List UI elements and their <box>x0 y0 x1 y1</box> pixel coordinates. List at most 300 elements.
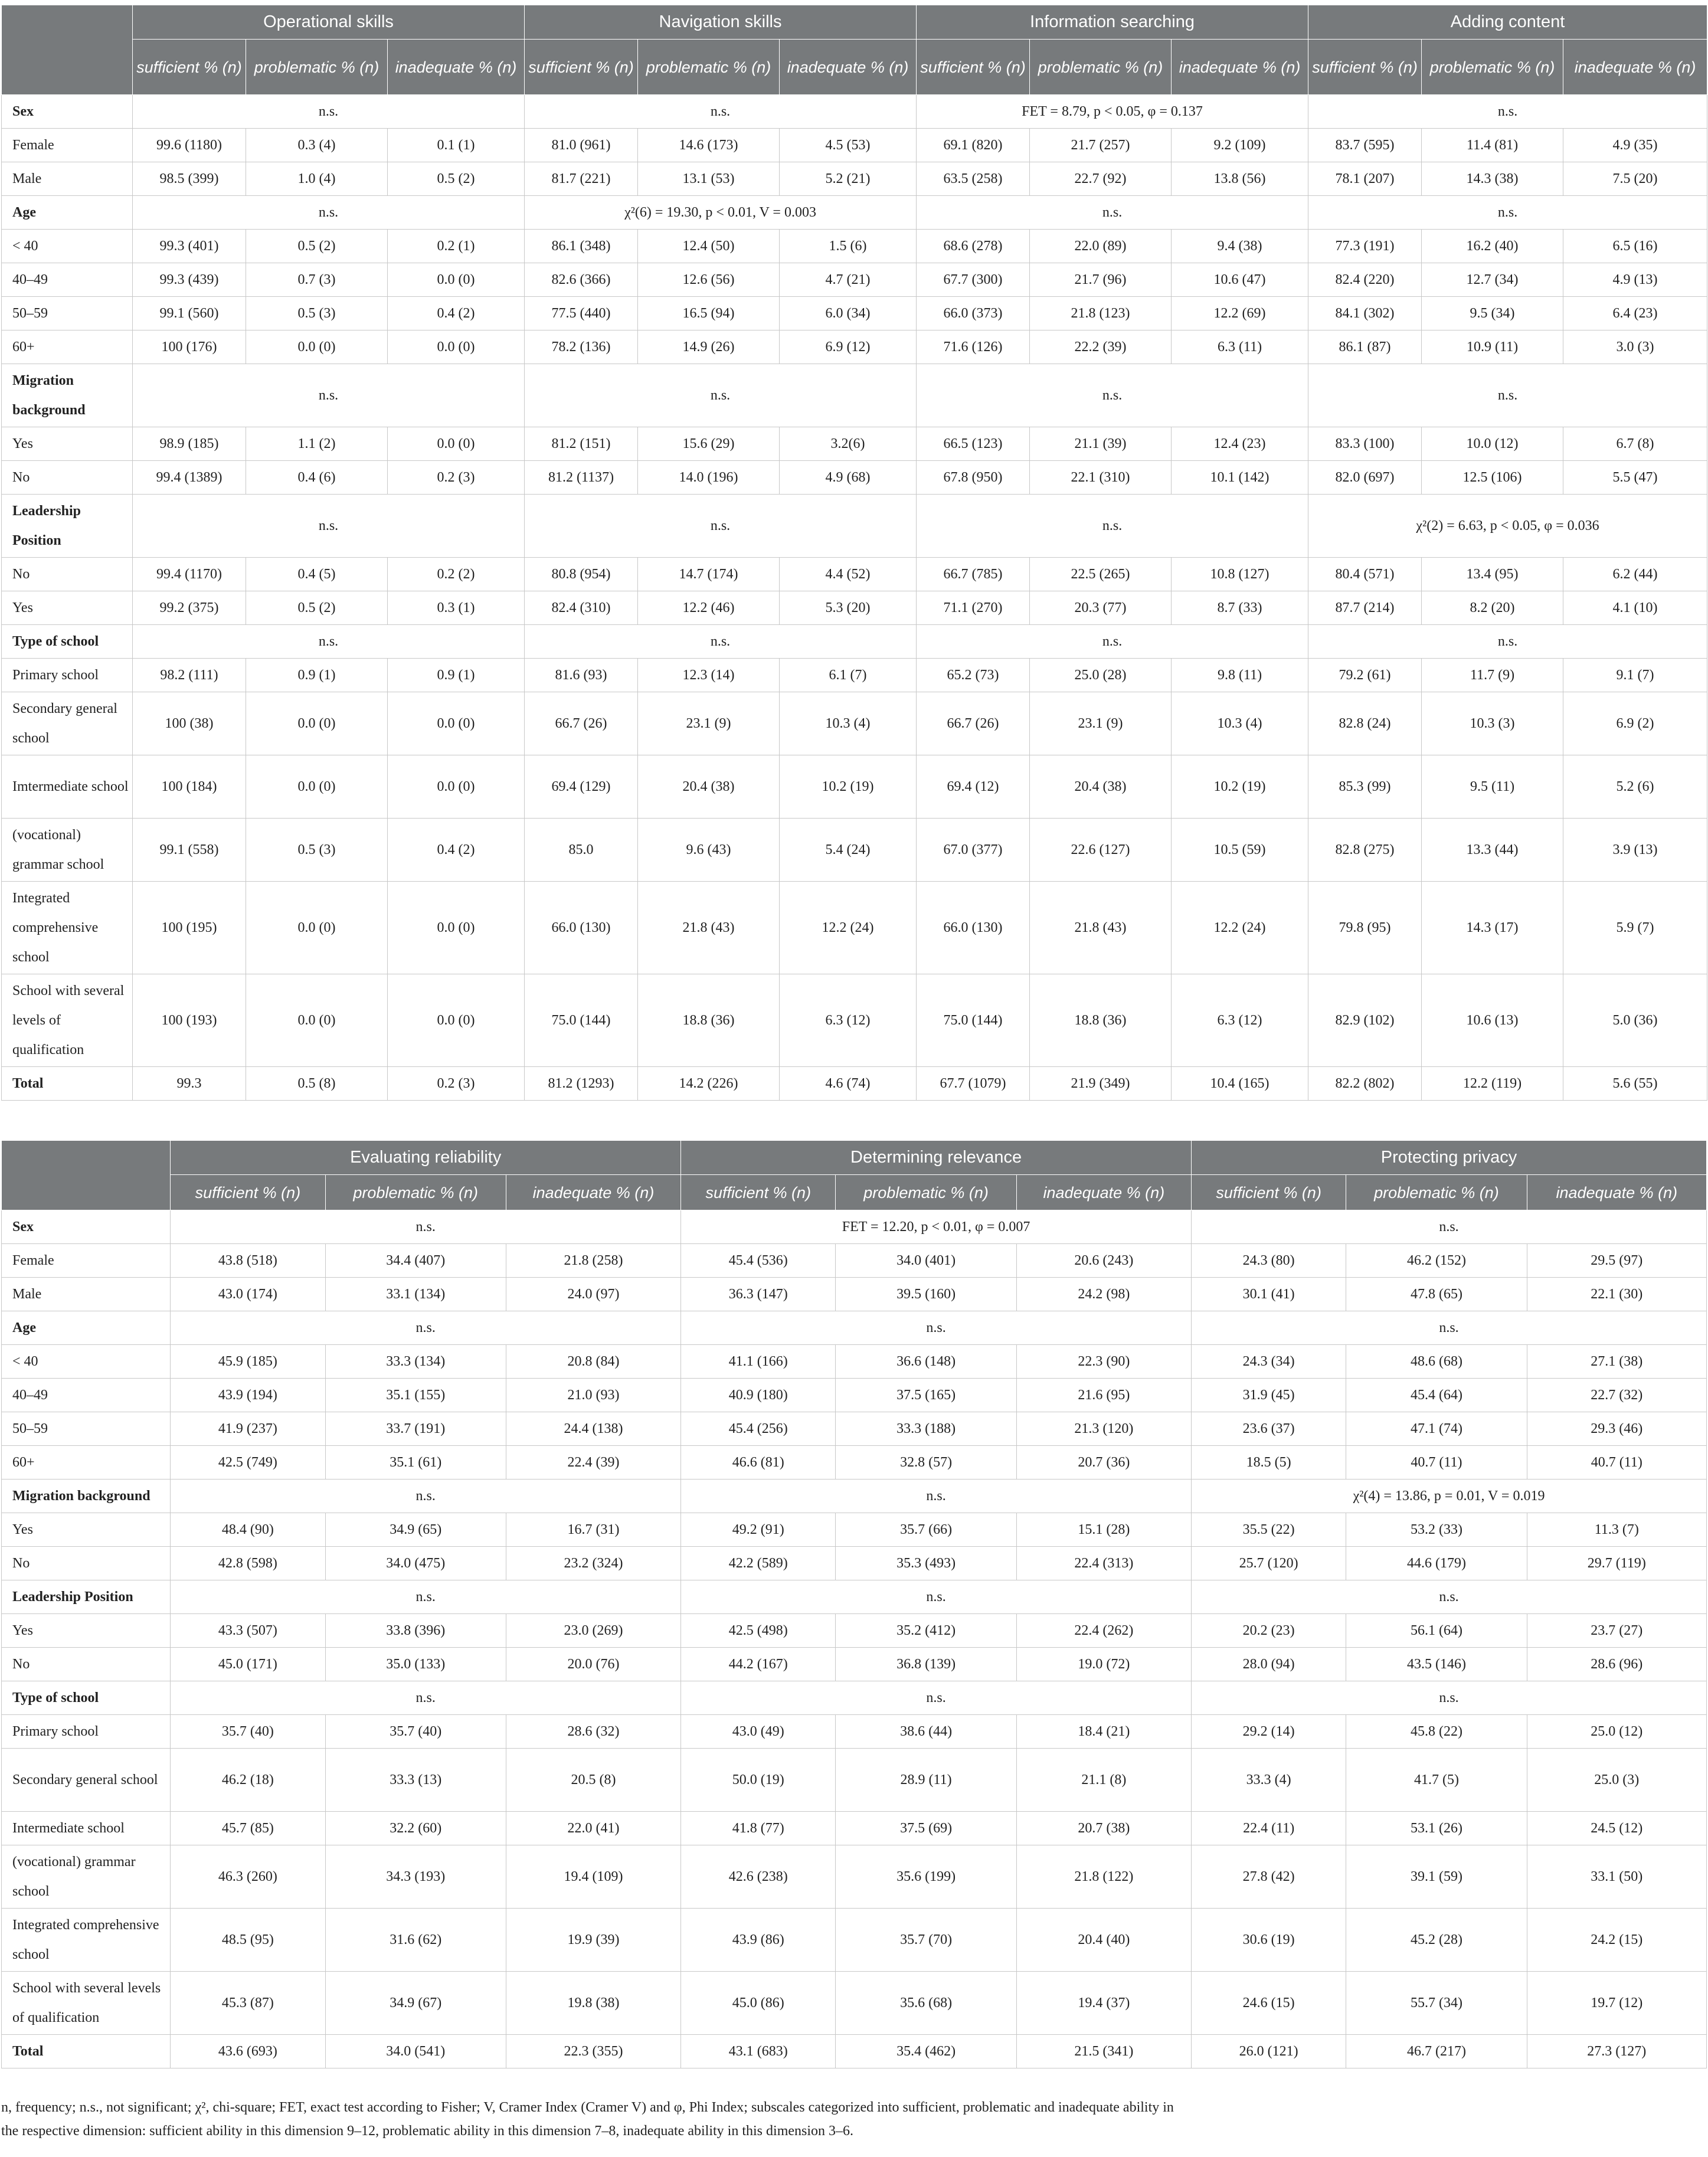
table-cell: 10.8 (127) <box>1172 558 1308 591</box>
table-cell: 42.2 (589) <box>681 1547 836 1580</box>
table-cell: 37.5 (165) <box>836 1379 1016 1412</box>
table-cell: 100 (38) <box>133 692 246 755</box>
table-cell: 10.3 (3) <box>1422 692 1563 755</box>
table-cell: 24.5 (12) <box>1527 1812 1706 1845</box>
row-label: Yes <box>2 1513 171 1547</box>
table-cell: 4.9 (68) <box>780 461 917 495</box>
row-label: Integrated comprehensive school <box>2 1909 171 1972</box>
table-cell: 10.6 (13) <box>1422 974 1563 1067</box>
table-cell: 19.0 (72) <box>1016 1648 1191 1681</box>
test-statistic: n.s. <box>681 1580 1192 1614</box>
table-cell: 35.3 (493) <box>836 1547 1016 1580</box>
table-cell: 5.2 (6) <box>1563 755 1707 819</box>
section-row <box>2 495 1707 558</box>
table-cell: 12.2 (24) <box>1172 882 1308 974</box>
total-cell: 22.3 (355) <box>506 2035 680 2068</box>
table-cell: 22.2 (39) <box>1030 330 1172 364</box>
subheader-problematic: problematic % (n) <box>1030 40 1172 95</box>
table-cell: 69.1 (820) <box>917 129 1030 162</box>
row-label: 50–59 <box>2 1412 171 1446</box>
table-cell: 28.9 (11) <box>836 1749 1016 1812</box>
table-cell: 40.7 (11) <box>1527 1446 1706 1480</box>
total-cell: 12.2 (119) <box>1422 1067 1563 1101</box>
table-cell: 21.3 (120) <box>1016 1412 1191 1446</box>
table-cell: 33.1 (50) <box>1527 1845 1706 1909</box>
table-cell: 43.3 (507) <box>171 1614 325 1648</box>
table-cell: 28.0 (94) <box>1192 1648 1346 1681</box>
table-cell: 77.3 (191) <box>1308 230 1422 263</box>
table-cell: 12.6 (56) <box>638 263 780 297</box>
row-label: Primary school <box>2 1715 171 1749</box>
table-cell: 35.1 (61) <box>325 1446 506 1480</box>
table-row <box>2 1909 1707 1972</box>
subheader-inadequate: inadequate % (n) <box>1563 40 1707 95</box>
table-cell: 14.3 (38) <box>1422 162 1563 196</box>
table-cell: 0.0 (0) <box>388 974 525 1067</box>
test-statistic: χ²(4) = 13.86, p = 0.01, V = 0.019 <box>1192 1480 1707 1513</box>
row-label: < 40 <box>2 1345 171 1379</box>
table-cell: 10.1 (142) <box>1172 461 1308 495</box>
table-cell: 21.8 (123) <box>1030 297 1172 330</box>
table-cell: 13.4 (95) <box>1422 558 1563 591</box>
table-cell: 0.0 (0) <box>388 330 525 364</box>
group-header-adding-content: Adding content <box>1308 5 1707 40</box>
table-cell: 21.6 (95) <box>1016 1379 1191 1412</box>
test-statistic: χ²(2) = 6.63, p < 0.05, φ = 0.036 <box>1308 495 1707 558</box>
table-cell: 22.1 (310) <box>1030 461 1172 495</box>
table-cell: 43.0 (49) <box>681 1715 836 1749</box>
table-cell: 35.7 (40) <box>171 1715 325 1749</box>
total-cell: 10.4 (165) <box>1172 1067 1308 1101</box>
table-cell: 23.6 (37) <box>1192 1412 1346 1446</box>
table-cell: 66.7 (26) <box>525 692 638 755</box>
table-cell: 6.9 (2) <box>1563 692 1707 755</box>
test-statistic: n.s. <box>917 495 1308 558</box>
table-cell: 19.7 (12) <box>1527 1972 1706 2035</box>
test-statistic: n.s. <box>133 364 525 427</box>
table-cell: 35.7 (40) <box>325 1715 506 1749</box>
table-cell: 75.0 (144) <box>917 974 1030 1067</box>
total-cell: 5.6 (55) <box>1563 1067 1707 1101</box>
table-row <box>2 882 1707 974</box>
test-statistic: n.s. <box>171 1580 681 1614</box>
table-cell: 14.3 (17) <box>1422 882 1563 974</box>
table-cell: 46.6 (81) <box>681 1446 836 1480</box>
test-statistic: n.s. <box>171 1480 681 1513</box>
test-statistic: n.s. <box>133 625 525 659</box>
table-cell: 99.2 (375) <box>133 591 246 625</box>
row-label: < 40 <box>2 230 133 263</box>
table-cell: 100 (193) <box>133 974 246 1067</box>
table-cell: 15.6 (29) <box>638 427 780 461</box>
table-cell: 81.2 (1137) <box>525 461 638 495</box>
total-cell: 27.3 (127) <box>1527 2035 1706 2068</box>
row-label: Female <box>2 129 133 162</box>
test-statistic: n.s. <box>1308 364 1707 427</box>
table-cell: 45.2 (28) <box>1346 1909 1527 1972</box>
table-row <box>2 297 1707 330</box>
table-cell: 38.6 (44) <box>836 1715 1016 1749</box>
table-cell: 81.7 (221) <box>525 162 638 196</box>
table-cell: 55.7 (34) <box>1346 1972 1527 2035</box>
section-row <box>2 95 1707 129</box>
table-cell: 0.2 (3) <box>388 461 525 495</box>
table-row <box>2 1614 1707 1648</box>
section-label-age: Age <box>2 1311 171 1345</box>
table-cell: 40.9 (180) <box>681 1379 836 1412</box>
table-cell: 6.3 (12) <box>1172 974 1308 1067</box>
row-label: Yes <box>2 427 133 461</box>
table-cell: 53.1 (26) <box>1346 1812 1527 1845</box>
total-cell: 34.0 (541) <box>325 2035 506 2068</box>
table-cell: 5.2 (21) <box>780 162 917 196</box>
section-row <box>2 1580 1707 1614</box>
table-cell: 5.0 (36) <box>1563 974 1707 1067</box>
table-row <box>2 1278 1707 1311</box>
table-digital-skills-part2 <box>1 1140 1707 2068</box>
table-cell: 39.5 (160) <box>836 1278 1016 1311</box>
table-cell: 80.8 (954) <box>525 558 638 591</box>
table-cell: 66.7 (26) <box>917 692 1030 755</box>
table-cell: 0.9 (1) <box>246 659 388 692</box>
row-label: Imtermediate school <box>2 755 133 819</box>
section-row <box>2 1210 1707 1244</box>
table-cell: 12.7 (34) <box>1422 263 1563 297</box>
table-cell: 28.6 (32) <box>506 1715 680 1749</box>
table-cell: 30.1 (41) <box>1192 1278 1346 1311</box>
table-cell: 31.9 (45) <box>1192 1379 1346 1412</box>
table-cell: 1.5 (6) <box>780 230 917 263</box>
table-cell: 0.5 (3) <box>246 819 388 882</box>
subheader-sufficient: sufficient % (n) <box>1308 40 1422 95</box>
total-cell: 21.5 (341) <box>1016 2035 1191 2068</box>
table-cell: 11.3 (7) <box>1527 1513 1706 1547</box>
table-row <box>2 129 1707 162</box>
table-row <box>2 263 1707 297</box>
test-statistic: n.s. <box>171 1681 681 1715</box>
table-cell: 23.2 (324) <box>506 1547 680 1580</box>
table-cell: 13.3 (44) <box>1422 819 1563 882</box>
table-cell: 18.8 (36) <box>1030 974 1172 1067</box>
table-cell: 0.5 (2) <box>246 230 388 263</box>
table-cell: 82.8 (24) <box>1308 692 1422 755</box>
section-label-leadership-position: Leadership Position <box>2 495 133 558</box>
table-cell: 0.0 (0) <box>388 692 525 755</box>
table-cell: 84.1 (302) <box>1308 297 1422 330</box>
row-label: No <box>2 461 133 495</box>
table-cell: 82.6 (366) <box>525 263 638 297</box>
table-cell: 0.0 (0) <box>388 882 525 974</box>
subheader-inadequate: inadequate % (n) <box>1527 1175 1706 1210</box>
table-row <box>2 591 1707 625</box>
test-statistic: n.s. <box>133 95 525 129</box>
table-cell: 66.0 (373) <box>917 297 1030 330</box>
total-cell: 26.0 (121) <box>1192 2035 1346 2068</box>
table-cell: 22.7 (32) <box>1527 1379 1706 1412</box>
subheader-inadequate: inadequate % (n) <box>780 40 917 95</box>
table-cell: 43.0 (174) <box>171 1278 325 1311</box>
table-cell: 43.9 (86) <box>681 1909 836 1972</box>
table-cell: 79.2 (61) <box>1308 659 1422 692</box>
table-cell: 20.4 (38) <box>1030 755 1172 819</box>
table-cell: 0.4 (2) <box>388 819 525 882</box>
table-cell: 42.5 (749) <box>171 1446 325 1480</box>
total-cell: 4.6 (74) <box>780 1067 917 1101</box>
table-cell: 4.7 (21) <box>780 263 917 297</box>
table-cell: 20.2 (23) <box>1192 1614 1346 1648</box>
table-cell: 99.3 (439) <box>133 263 246 297</box>
table-cell: 67.0 (377) <box>917 819 1030 882</box>
table-row <box>2 1244 1707 1278</box>
row-label: No <box>2 1547 171 1580</box>
table-cell: 22.7 (92) <box>1030 162 1172 196</box>
table-cell: 10.3 (4) <box>780 692 917 755</box>
table-cell: 100 (184) <box>133 755 246 819</box>
table-row <box>2 1513 1707 1547</box>
subheader-sufficient: sufficient % (n) <box>917 40 1030 95</box>
table-cell: 66.0 (130) <box>917 882 1030 974</box>
table-cell: 5.9 (7) <box>1563 882 1707 974</box>
table-cell: 24.2 (98) <box>1016 1278 1191 1311</box>
table-cell: 35.7 (70) <box>836 1909 1016 1972</box>
table-cell: 20.3 (77) <box>1030 591 1172 625</box>
table-row <box>2 1379 1707 1412</box>
table-cell: 36.6 (148) <box>836 1345 1016 1379</box>
table-cell: 100 (176) <box>133 330 246 364</box>
row-label: Male <box>2 1278 171 1311</box>
table-row <box>2 427 1707 461</box>
table-cell: 5.3 (20) <box>780 591 917 625</box>
table-cell: 0.4 (2) <box>388 297 525 330</box>
row-label: Integrated comprehensive school <box>2 882 133 974</box>
table-row <box>2 1648 1707 1681</box>
table-row <box>2 330 1707 364</box>
table-cell: 49.2 (91) <box>681 1513 836 1547</box>
table-cell: 43.9 (194) <box>171 1379 325 1412</box>
table-cell: 6.9 (12) <box>780 330 917 364</box>
table-cell: 0.5 (2) <box>246 591 388 625</box>
table-cell: 46.2 (152) <box>1346 1244 1527 1278</box>
corner-cell <box>2 1141 171 1210</box>
table-row <box>2 230 1707 263</box>
table-cell: 35.2 (412) <box>836 1614 1016 1648</box>
table-cell: 7.5 (20) <box>1563 162 1707 196</box>
group-header-evaluating-reliability: Evaluating reliability <box>171 1141 681 1175</box>
table-cell: 19.8 (38) <box>506 1972 680 2035</box>
table-cell: 4.9 (35) <box>1563 129 1707 162</box>
table-cell: 20.0 (76) <box>506 1648 680 1681</box>
test-statistic: n.s. <box>681 1311 1192 1345</box>
table-digital-skills-part1 <box>1 5 1707 1101</box>
test-statistic: n.s. <box>171 1210 681 1244</box>
table-cell: 12.3 (14) <box>638 659 780 692</box>
table-cell: 45.0 (86) <box>681 1972 836 2035</box>
table-cell: 22.6 (127) <box>1030 819 1172 882</box>
table-cell: 4.4 (52) <box>780 558 917 591</box>
table-cell: 22.4 (262) <box>1016 1614 1191 1648</box>
table-cell: 99.3 (401) <box>133 230 246 263</box>
table-cell: 35.1 (155) <box>325 1379 506 1412</box>
table-cell: 22.0 (89) <box>1030 230 1172 263</box>
subheader-inadequate: inadequate % (n) <box>1172 40 1308 95</box>
table-cell: 9.8 (11) <box>1172 659 1308 692</box>
test-statistic: FET = 8.79, p < 0.05, φ = 0.137 <box>917 95 1308 129</box>
table-cell: 3.0 (3) <box>1563 330 1707 364</box>
table-row <box>2 659 1707 692</box>
table-cell: 99.4 (1170) <box>133 558 246 591</box>
row-label: Secondary general school <box>2 692 133 755</box>
table-cell: 10.5 (59) <box>1172 819 1308 882</box>
table-cell: 33.3 (134) <box>325 1345 506 1379</box>
table-cell: 9.5 (11) <box>1422 755 1563 819</box>
subheader-problematic: problematic % (n) <box>246 40 388 95</box>
table-cell: 29.3 (46) <box>1527 1412 1706 1446</box>
table-cell: 14.9 (26) <box>638 330 780 364</box>
table-cell: 8.2 (20) <box>1422 591 1563 625</box>
table-cell: 18.4 (21) <box>1016 1715 1191 1749</box>
table-cell: 98.5 (399) <box>133 162 246 196</box>
table-cell: 56.1 (64) <box>1346 1614 1527 1648</box>
table-cell: 42.5 (498) <box>681 1614 836 1648</box>
test-statistic: n.s. <box>525 95 917 129</box>
test-statistic: FET = 12.20, p < 0.01, φ = 0.007 <box>681 1210 1192 1244</box>
table-cell: 0.0 (0) <box>246 974 388 1067</box>
table-footnote: n, frequency; n.s., not significant; χ², chi-square; FET, exact test according to Fisher; V, Cramer Index (Cramer V) and φ, Phi Index; subscales categorized into sufficient, problematic and inadequate ability in the respective dimension: sufficient ability in this dimension 9–12, problematic ability in this dimension 7–8, inadequate ability in this dimension 3–6. <box>1 2100 1174 2139</box>
table-cell: 36.3 (147) <box>681 1278 836 1311</box>
table-cell: 21.8 (122) <box>1016 1845 1191 1909</box>
table-cell: 12.2 (69) <box>1172 297 1308 330</box>
test-statistic: n.s. <box>917 625 1308 659</box>
total-cell: 14.2 (226) <box>638 1067 780 1101</box>
table-cell: 6.2 (44) <box>1563 558 1707 591</box>
total-cell: 82.2 (802) <box>1308 1067 1422 1101</box>
subheader-sufficient: sufficient % (n) <box>525 40 638 95</box>
total-cell: 43.1 (683) <box>681 2035 836 2068</box>
table-cell: 0.0 (0) <box>246 755 388 819</box>
test-statistic: n.s. <box>917 364 1308 427</box>
table-cell: 85.0 <box>525 819 638 882</box>
table-cell: 81.6 (93) <box>525 659 638 692</box>
table-cell: 6.3 (12) <box>780 974 917 1067</box>
total-cell: 0.5 (8) <box>246 1067 388 1101</box>
test-statistic: n.s. <box>681 1681 1192 1715</box>
table-cell: 35.7 (66) <box>836 1513 1016 1547</box>
table-cell: 8.7 (33) <box>1172 591 1308 625</box>
section-label-sex: Sex <box>2 1210 171 1244</box>
table-cell: 33.3 (4) <box>1192 1749 1346 1812</box>
table-cell: 25.0 (28) <box>1030 659 1172 692</box>
section-label-migration-background: Migration background <box>2 1480 171 1513</box>
table-cell: 1.0 (4) <box>246 162 388 196</box>
subheader-inadequate: inadequate % (n) <box>1016 1175 1191 1210</box>
test-statistic: n.s. <box>1308 625 1707 659</box>
test-statistic: n.s. <box>917 196 1308 230</box>
table-cell: 15.1 (28) <box>1016 1513 1191 1547</box>
table-cell: 45.8 (22) <box>1346 1715 1527 1749</box>
table-cell: 45.4 (64) <box>1346 1379 1527 1412</box>
table-cell: 48.6 (68) <box>1346 1345 1527 1379</box>
table-cell: 99.1 (558) <box>133 819 246 882</box>
group-header-protecting-privacy: Protecting privacy <box>1192 1141 1707 1175</box>
subheader-problematic: problematic % (n) <box>836 1175 1016 1210</box>
table-row <box>2 1749 1707 1812</box>
table-cell: 46.3 (260) <box>171 1845 325 1909</box>
group-header-navigation-skills: Navigation skills <box>525 5 917 40</box>
table-cell: 20.7 (38) <box>1016 1812 1191 1845</box>
table-cell: 22.3 (90) <box>1016 1345 1191 1379</box>
table-cell: 12.2 (46) <box>638 591 780 625</box>
table-cell: 87.7 (214) <box>1308 591 1422 625</box>
table-cell: 23.0 (269) <box>506 1614 680 1648</box>
total-label: Total <box>2 1067 133 1101</box>
table-cell: 33.3 (13) <box>325 1749 506 1812</box>
section-label-sex: Sex <box>2 95 133 129</box>
table-cell: 79.8 (95) <box>1308 882 1422 974</box>
table-cell: 0.2 (1) <box>388 230 525 263</box>
table-cell: 6.7 (8) <box>1563 427 1707 461</box>
table-cell: 33.8 (396) <box>325 1614 506 1648</box>
total-cell: 67.7 (1079) <box>917 1067 1030 1101</box>
table-cell: 86.1 (87) <box>1308 330 1422 364</box>
table-cell: 28.6 (96) <box>1527 1648 1706 1681</box>
table-cell: 33.3 (188) <box>836 1412 1016 1446</box>
section-label-type-of-school: Type of school <box>2 625 133 659</box>
table-cell: 10.0 (12) <box>1422 427 1563 461</box>
table-cell: 0.3 (1) <box>388 591 525 625</box>
table-cell: 48.5 (95) <box>171 1909 325 1972</box>
table-cell: 0.0 (0) <box>246 692 388 755</box>
total-row <box>2 1067 1707 1101</box>
table-cell: 35.6 (68) <box>836 1972 1016 2035</box>
table-cell: 0.4 (6) <box>246 461 388 495</box>
table-cell: 24.3 (34) <box>1192 1345 1346 1379</box>
table-cell: 27.8 (42) <box>1192 1845 1346 1909</box>
table-cell: 41.8 (77) <box>681 1812 836 1845</box>
table-cell: 41.1 (166) <box>681 1345 836 1379</box>
test-statistic: χ²(6) = 19.30, p < 0.01, V = 0.003 <box>525 196 917 230</box>
table-cell: 65.2 (73) <box>917 659 1030 692</box>
total-cell: 0.2 (3) <box>388 1067 525 1101</box>
row-label: Yes <box>2 1614 171 1648</box>
table-row <box>2 692 1707 755</box>
table-cell: 14.7 (174) <box>638 558 780 591</box>
table-cell: 21.0 (93) <box>506 1379 680 1412</box>
table-cell: 98.2 (111) <box>133 659 246 692</box>
table-cell: 45.4 (536) <box>681 1244 836 1278</box>
table-cell: 12.4 (50) <box>638 230 780 263</box>
table-cell: 41.7 (5) <box>1346 1749 1527 1812</box>
table-cell: 47.8 (65) <box>1346 1278 1527 1311</box>
row-label: 40–49 <box>2 263 133 297</box>
section-label-type-of-school: Type of school <box>2 1681 171 1715</box>
table-row <box>2 1412 1707 1446</box>
table-cell: 21.8 (258) <box>506 1244 680 1278</box>
table-cell: 25.0 (12) <box>1527 1715 1706 1749</box>
table-cell: 32.2 (60) <box>325 1812 506 1845</box>
table-cell: 35.0 (133) <box>325 1648 506 1681</box>
corner-cell <box>2 5 133 95</box>
table-cell: 18.5 (5) <box>1192 1446 1346 1480</box>
table-cell: 6.1 (7) <box>780 659 917 692</box>
table-cell: 4.5 (53) <box>780 129 917 162</box>
table-cell: 20.7 (36) <box>1016 1446 1191 1480</box>
table-cell: 0.3 (4) <box>246 129 388 162</box>
test-statistic: n.s. <box>681 1480 1192 1513</box>
table-cell: 22.1 (30) <box>1527 1278 1706 1311</box>
total-cell: 35.4 (462) <box>836 2035 1016 2068</box>
row-label: No <box>2 558 133 591</box>
table-cell: 43.8 (518) <box>171 1244 325 1278</box>
